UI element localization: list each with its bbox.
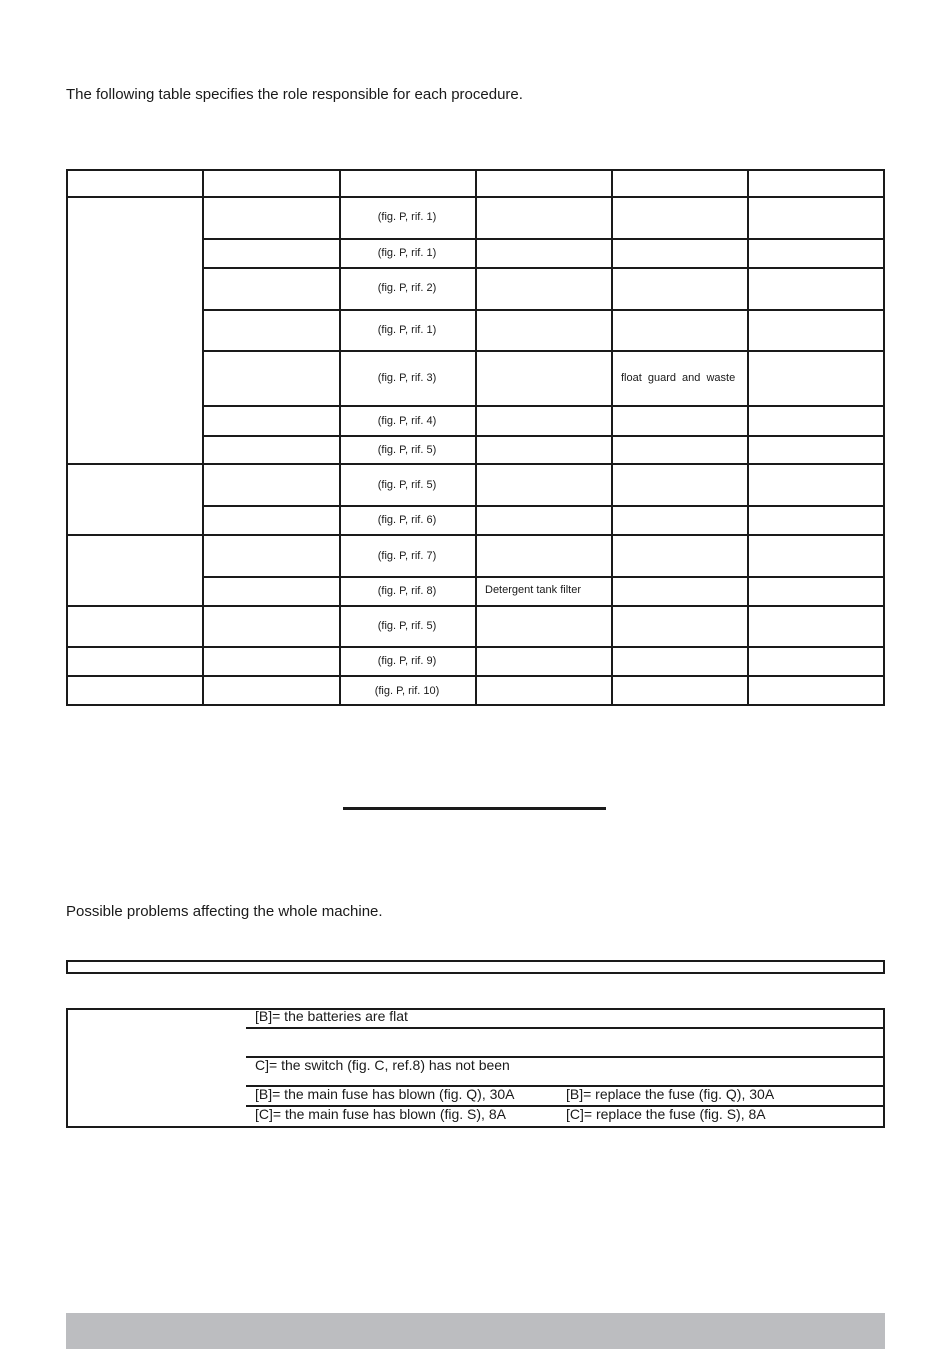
cause-batteries-flat: [B]= the batteries are flat xyxy=(255,1008,408,1024)
figure-ref-cell: (fig. P, rif. 1) xyxy=(377,324,437,336)
section-divider xyxy=(343,807,606,810)
intro-text: The following table specifies the role responsible for each procedure. xyxy=(66,86,523,103)
cause-switch: C]= the switch (fig. C, ref.8) has not been xyxy=(255,1057,510,1073)
figure-ref-cell: (fig. P, rif. 4) xyxy=(377,415,437,427)
maintenance-table xyxy=(66,169,885,706)
remedy-replace-30a: [B]= replace the fuse (fig. Q), 30A xyxy=(566,1086,775,1102)
figure-ref-cell: (fig. P, rif. 1) xyxy=(377,211,437,223)
figure-ref-cell: (fig. P, rif. 3) xyxy=(377,372,437,384)
figure-ref-cell: (fig. P, rif. 2) xyxy=(377,282,437,294)
figure-ref-cell: (fig. P, rif. 8) xyxy=(377,585,437,597)
page-footer-band xyxy=(66,1313,885,1349)
figure-ref-cell: (fig. P, rif. 10) xyxy=(374,685,440,697)
note-float-guard: float guard and waste xyxy=(621,372,736,384)
problems-intro: Possible problems affecting the whole machine. xyxy=(66,903,383,920)
note-detergent-filter: Detergent tank filter xyxy=(485,584,581,596)
cause-main-fuse-8a: [C]= the main fuse has blown (fig. S), 8A xyxy=(255,1106,506,1122)
cause-main-fuse-30a: [B]= the main fuse has blown (fig. Q), 30A xyxy=(255,1086,515,1102)
remedy-replace-8a: [C]= replace the fuse (fig. S), 8A xyxy=(566,1106,766,1122)
figure-ref-cell: (fig. P, rif. 7) xyxy=(377,550,437,562)
figure-ref-cell: (fig. P, rif. 5) xyxy=(377,444,437,456)
figure-ref-cell: (fig. P, rif. 9) xyxy=(377,655,437,667)
figure-ref-cell: (fig. P, rif. 5) xyxy=(377,620,437,632)
figure-ref-cell: (fig. P, rif. 6) xyxy=(377,514,437,526)
problems-table-header xyxy=(66,960,885,974)
problems-table xyxy=(66,1008,885,1128)
figure-ref-cell: (fig. P, rif. 1) xyxy=(377,247,437,259)
figure-ref-cell: (fig. P, rif. 5) xyxy=(377,479,437,491)
